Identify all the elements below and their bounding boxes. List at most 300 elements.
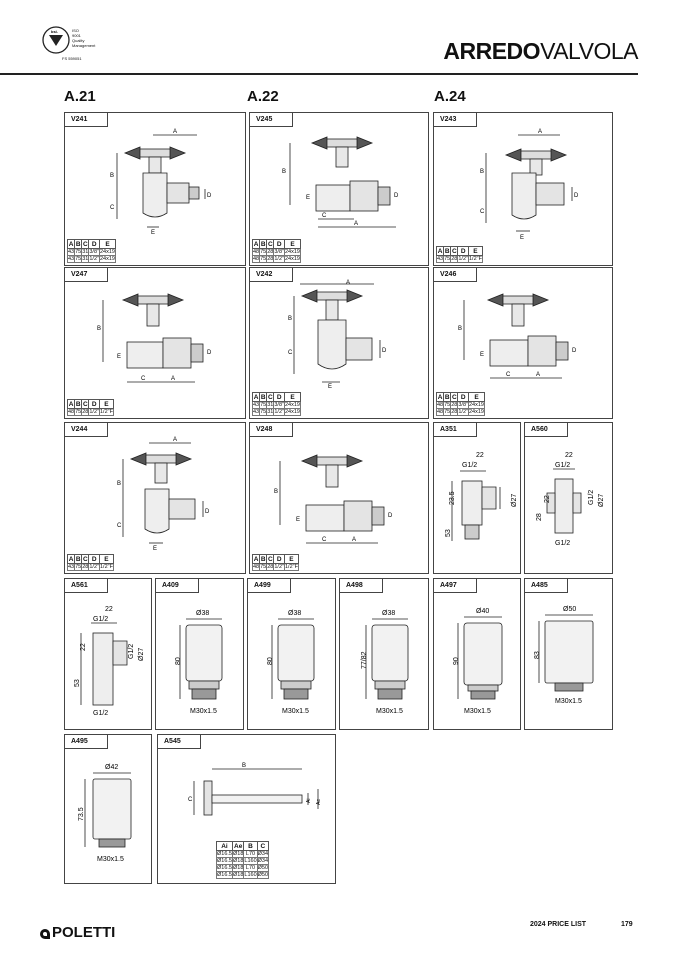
product-code: A545: [158, 735, 201, 749]
dim-label: G1/2: [555, 462, 571, 469]
table-cell: 75: [75, 256, 82, 262]
thermostatic-head-drawing: [248, 593, 335, 727]
table-row: [253, 249, 301, 256]
column-header: E: [99, 400, 113, 409]
table-cell: 75: [260, 564, 267, 570]
column-header: D: [89, 240, 100, 249]
product-code: A351: [434, 423, 477, 437]
table-header-row: [253, 555, 299, 564]
angle-valve-drawing: [65, 123, 245, 243]
dim-label: A: [346, 280, 351, 286]
table-cell: 43: [437, 256, 444, 262]
dimension-table: [252, 239, 301, 263]
table-cell: 1/2"F: [468, 256, 482, 262]
column-header: A: [437, 247, 443, 255]
dim-label: B: [110, 173, 115, 179]
dimension-table: [436, 392, 485, 416]
table-row: [437, 409, 485, 416]
table-cell: 48: [253, 564, 260, 570]
dim-label: G1/2: [128, 643, 135, 659]
column-header: B: [444, 247, 450, 255]
dim-label: Ø50: [563, 606, 577, 613]
svg-text:bsi.: bsi.: [51, 29, 58, 34]
table-cell: 31: [267, 402, 274, 408]
column-header: D: [274, 240, 285, 249]
dim-label: G1/2: [93, 710, 109, 717]
table-header-row: [437, 393, 485, 402]
product-panel-v246: [433, 267, 613, 419]
table-cell: Ø50: [257, 865, 269, 871]
table-cell: 1/2"F: [284, 564, 298, 570]
column-header: C: [267, 393, 273, 401]
table-cell: 43: [253, 402, 260, 408]
dim-label: 22: [105, 606, 113, 613]
table-cell: 75: [444, 402, 451, 408]
dim-label: 73.5: [78, 807, 85, 821]
column-header: B: [244, 842, 257, 851]
dim-label: E: [306, 195, 311, 201]
dimension-table: [216, 841, 269, 879]
dim-label: D: [574, 193, 579, 199]
product-code: A499: [248, 579, 291, 593]
table-cell: Ø16.5: [217, 858, 232, 864]
table-cell: 75: [260, 249, 267, 255]
dim-label: G1/2: [93, 616, 109, 623]
product-code: V243: [434, 113, 477, 127]
dim-label: 90: [453, 657, 460, 665]
table-cell: Ø18: [232, 872, 244, 878]
table-row: [217, 858, 269, 865]
table-cell: Ø50: [257, 872, 269, 878]
table-cell: 28: [82, 564, 89, 570]
cert-number: FS 559051: [62, 56, 82, 61]
column-header: E: [99, 240, 115, 249]
table-cell: 75: [260, 402, 267, 408]
dim-label: C: [188, 797, 193, 803]
dim-label: E: [520, 235, 525, 241]
table-cell: 28: [267, 564, 274, 570]
dim-label: Ø27: [138, 647, 145, 661]
product-code: V248: [250, 423, 293, 437]
column-header: A: [437, 393, 443, 401]
page-number: 179: [621, 921, 633, 928]
dim-label: B: [97, 326, 102, 332]
thermostatic-head-drawing: [340, 593, 428, 727]
product-code: A561: [65, 579, 108, 593]
dim-label: E: [328, 384, 333, 390]
table-cell: 3/8": [274, 249, 284, 255]
thermostatic-head-drawing: [156, 593, 243, 727]
dim-label: C: [141, 376, 146, 382]
column-header: D: [274, 555, 285, 564]
dim-label: Ø38: [288, 610, 302, 617]
dim-label: 28: [536, 513, 543, 521]
dim-label: D: [205, 509, 210, 515]
product-panel-a560: [524, 422, 613, 574]
dim-label: D: [388, 513, 393, 519]
dim-label: B: [480, 169, 485, 175]
table-cell: 75: [444, 256, 451, 262]
cert-line: 9001: [72, 33, 81, 38]
table-cell: 75: [75, 564, 82, 570]
dim-label: Ø40: [476, 608, 490, 615]
dim-label: 83: [534, 651, 541, 659]
dim-label: G1/2: [588, 489, 595, 505]
column-header: D: [458, 393, 469, 402]
table-cell: 24x19: [284, 409, 300, 415]
product-code: V247: [65, 268, 108, 282]
product-panel-a499: [247, 578, 336, 730]
table-cell: 1/2"F: [99, 564, 113, 570]
table-header-row: [253, 393, 301, 402]
column-header: C: [82, 555, 88, 563]
dim-label: D: [394, 193, 399, 199]
cross-fitting-drawing: [525, 437, 612, 567]
column-header: D: [89, 555, 100, 564]
table-cell: 48: [437, 402, 444, 408]
dim-label: Ø42: [105, 764, 119, 771]
dim-label: A: [354, 221, 359, 227]
table-row: [68, 256, 116, 263]
table-row: [217, 851, 269, 858]
table-header-row: [68, 400, 114, 409]
product-panel-v247: [64, 267, 246, 419]
column-header: C: [82, 240, 88, 248]
table-header-row: [217, 842, 269, 851]
table-row: [68, 409, 114, 416]
column-header: B: [75, 400, 81, 408]
dim-label: Ai: [306, 798, 312, 803]
table-cell: L160: [244, 858, 257, 864]
angle-valve-drawing: [250, 278, 428, 390]
column-header: B: [260, 240, 266, 248]
certification-badge: [40, 26, 110, 62]
table-cell: 28: [451, 256, 458, 262]
table-cell: 48: [437, 409, 444, 415]
table-cell: Ø34: [257, 858, 269, 864]
dim-label: E: [296, 517, 301, 523]
brand-title: [443, 38, 638, 65]
column-header: B: [444, 393, 450, 401]
table-header-row: [437, 247, 483, 256]
angle-valve-drawing: [250, 123, 428, 243]
table-cell: 1/2": [89, 409, 99, 415]
table-cell: 28: [267, 256, 274, 262]
table-row: [217, 872, 269, 879]
dim-label: Ø27: [511, 493, 518, 507]
product-panel-v243: [433, 112, 613, 266]
table-cell: 75: [75, 249, 82, 255]
table-cell: 75: [260, 256, 267, 262]
table-row: [253, 402, 301, 409]
footer-logo: [40, 924, 115, 941]
column-header: E: [284, 240, 300, 249]
table-cell: Ø18: [232, 851, 244, 857]
product-panel-v244: [64, 422, 246, 574]
dim-label: E: [480, 352, 485, 358]
product-panel-a561: [64, 578, 152, 730]
table-cell: 28: [451, 402, 458, 408]
table-cell: 24x19: [99, 249, 115, 255]
table-cell: 3/8": [458, 402, 468, 408]
table-cell: Ø34: [257, 851, 269, 857]
dim-label: 53: [445, 529, 452, 537]
product-panel-a497: [433, 578, 521, 730]
dim-label: C: [117, 523, 122, 529]
dimension-table: [67, 239, 116, 263]
product-code: V244: [65, 423, 108, 437]
dim-label: M30x1.5: [464, 708, 491, 715]
table-cell: 48: [253, 249, 260, 255]
product-panel-a495: [64, 734, 152, 884]
dim-label: B: [274, 489, 279, 495]
tee-fitting-drawing: [65, 593, 151, 723]
table-cell: 1/2": [274, 409, 284, 415]
dimension-table: [67, 554, 114, 571]
table-cell: Ø16.5: [217, 851, 232, 857]
table-cell: 28: [451, 409, 458, 415]
dim-label: Ø38: [382, 610, 396, 617]
cert-line: Management: [72, 43, 96, 48]
price-list-label: 2024 PRICE LIST: [530, 921, 587, 928]
dim-label: M30x1.5: [190, 708, 217, 715]
table-cell: 75: [444, 409, 451, 415]
column-header: A: [68, 240, 74, 248]
column-header: B: [75, 555, 81, 563]
table-cell: 24x19: [284, 249, 300, 255]
tee-fitting-drawing: [434, 437, 520, 567]
product-panel-v248: [249, 422, 429, 574]
column-header: D: [274, 393, 285, 402]
dimension-table: [67, 399, 114, 416]
dim-label: D: [207, 350, 212, 356]
dim-label: M30x1.5: [282, 708, 309, 715]
column-header: D: [458, 247, 469, 256]
extension-pipe-drawing: [158, 747, 335, 827]
table-cell: 43: [68, 249, 75, 255]
angle-valve-drawing: [65, 433, 245, 551]
product-panel-v241: [64, 112, 246, 266]
table-cell: 24x19: [99, 256, 115, 262]
table-cell: 31: [82, 256, 89, 262]
table-cell: 24x19: [284, 256, 300, 262]
dim-label: C: [322, 537, 327, 543]
dim-label: Ø27: [598, 493, 605, 507]
product-code: A495: [65, 735, 108, 749]
column-header: C: [82, 400, 88, 408]
dim-label: 80: [267, 657, 274, 665]
brand-light: VALVOLA: [540, 38, 638, 64]
table-cell: 24x19: [468, 402, 484, 408]
product-code: V241: [65, 113, 108, 127]
dim-label: A: [538, 129, 543, 135]
column-header: E: [284, 555, 298, 564]
dim-label: B: [117, 481, 122, 487]
table-cell: 75: [260, 409, 267, 415]
dim-label: 22: [80, 643, 87, 651]
dim-label: M30x1.5: [97, 856, 124, 863]
table-cell: 3/8": [274, 402, 284, 408]
column-header: B: [260, 555, 266, 563]
dim-label: Ø38: [196, 610, 210, 617]
thermostatic-head-drawing: [434, 593, 520, 727]
column-header: C: [267, 240, 273, 248]
column-header: E: [284, 393, 300, 402]
dim-label: C: [480, 209, 485, 215]
product-panel-v245: [249, 112, 429, 266]
dim-label: G1/2: [555, 540, 571, 547]
table-cell: L70: [244, 865, 257, 872]
logo-text: POLETTI: [52, 924, 116, 941]
product-panel-a409: [155, 578, 244, 730]
column-header: A: [68, 555, 74, 563]
table-cell: 28: [82, 409, 89, 415]
table-header-row: [68, 240, 116, 249]
column-header: B: [260, 393, 266, 401]
column-header: B: [75, 240, 81, 248]
angle-valve-drawing: [434, 123, 612, 245]
column-header: C: [267, 555, 273, 563]
column-header: E: [99, 555, 113, 564]
straight-valve-drawing: [434, 278, 612, 390]
product-code: V245: [250, 113, 293, 127]
table-cell: 24x19: [468, 409, 484, 415]
table-row: [68, 564, 114, 571]
dim-label: B: [458, 326, 463, 332]
dim-label: M30x1.5: [555, 698, 582, 705]
dimension-table: [436, 246, 483, 263]
product-panel-a351: [433, 422, 521, 574]
dim-label: 22: [476, 452, 484, 459]
dim-label: C: [506, 372, 511, 378]
table-cell: 31: [267, 409, 274, 415]
table-row: [253, 409, 301, 416]
column-header: A: [253, 240, 259, 248]
dim-label: C: [322, 213, 327, 219]
column-header: Ae: [234, 842, 243, 850]
dim-label: B: [288, 316, 293, 322]
table-row: [437, 256, 483, 263]
dim-label: D: [382, 348, 387, 354]
dim-label: B: [242, 763, 247, 769]
product-panel-a498: [339, 578, 429, 730]
dimension-table: [252, 392, 301, 416]
dim-label: 22: [565, 452, 573, 459]
table-cell: 31: [82, 249, 89, 255]
dim-label: 77/82: [361, 651, 368, 669]
table-cell: L70: [244, 851, 257, 858]
cert-line: Quality: [72, 38, 85, 43]
dimension-table: [252, 554, 299, 571]
product-code: V242: [250, 268, 293, 282]
dim-label: G1/2: [462, 462, 478, 469]
table-cell: 24x19: [284, 402, 300, 408]
section-title: A.21: [64, 88, 96, 105]
table-cell: 43: [68, 564, 75, 570]
header-rule: [0, 73, 638, 75]
table-cell: 1/2": [89, 256, 99, 262]
product-code: A497: [434, 579, 477, 593]
dim-label: A: [536, 372, 541, 378]
table-cell: Ø18: [232, 865, 244, 871]
product-panel-a485: [524, 578, 613, 730]
dim-label: E: [151, 230, 156, 236]
product-panel-v242: [249, 267, 429, 419]
table-cell: 75: [75, 409, 82, 415]
dim-label: Ae: [316, 798, 322, 805]
straight-valve-drawing: [250, 433, 428, 551]
dim-label: 80: [175, 657, 182, 665]
table-cell: 1/2": [458, 256, 468, 262]
dim-label: B: [282, 169, 287, 175]
thermostatic-head-drawing: [65, 749, 151, 881]
dim-label: D: [572, 348, 577, 354]
table-cell: 1/2": [274, 256, 284, 262]
dim-label: E: [117, 354, 122, 360]
table-cell: 48: [68, 409, 75, 415]
column-header: C: [451, 247, 457, 255]
product-panel-a545: [157, 734, 336, 884]
brand-bold: ARREDO: [443, 38, 541, 64]
dim-label: A: [173, 129, 178, 135]
table-row: [217, 865, 269, 872]
straight-valve-drawing: [65, 278, 245, 396]
section-title: A.24: [434, 88, 466, 105]
table-cell: Ø18: [232, 858, 244, 864]
dim-label: 22: [544, 495, 551, 503]
product-code: A498: [340, 579, 383, 593]
dim-label: A: [352, 537, 357, 543]
dim-label: E: [153, 546, 158, 551]
logo-icon: [40, 929, 50, 939]
column-header: E: [468, 247, 482, 256]
table-row: [253, 256, 301, 263]
table-cell: 43: [253, 409, 260, 415]
dim-label: A: [171, 376, 176, 382]
table-row: [253, 564, 299, 571]
product-code: A409: [156, 579, 199, 593]
column-header: A: [253, 393, 259, 401]
column-header: C: [451, 393, 457, 401]
dim-label: 23.5: [449, 491, 456, 505]
product-code: A560: [525, 423, 568, 437]
section-title: A.22: [247, 88, 279, 105]
column-header: E: [468, 393, 484, 402]
table-cell: Ø16.5: [217, 865, 232, 871]
table-cell: 28: [267, 249, 274, 255]
dim-label: D: [207, 193, 212, 199]
table-cell: 1/2": [274, 564, 284, 570]
column-header: D: [89, 400, 100, 409]
table-row: [437, 402, 485, 409]
column-header: Ai: [217, 842, 233, 851]
table-header-row: [253, 240, 301, 249]
table-row: [68, 249, 116, 256]
dim-label: C: [110, 205, 115, 211]
table-cell: 1/2": [89, 564, 99, 570]
table-cell: 3/8": [89, 249, 99, 255]
dim-label: M30x1.5: [376, 708, 403, 715]
product-code: V246: [434, 268, 477, 282]
table-cell: 48: [253, 256, 260, 262]
dim-label: 53: [74, 679, 81, 687]
dim-label: C: [288, 350, 293, 356]
column-header: A: [253, 555, 259, 563]
thermostatic-head-drawing: [525, 593, 612, 727]
table-cell: L160: [244, 872, 257, 878]
table-header-row: [68, 555, 114, 564]
table-cell: 1/2"F: [99, 409, 113, 415]
